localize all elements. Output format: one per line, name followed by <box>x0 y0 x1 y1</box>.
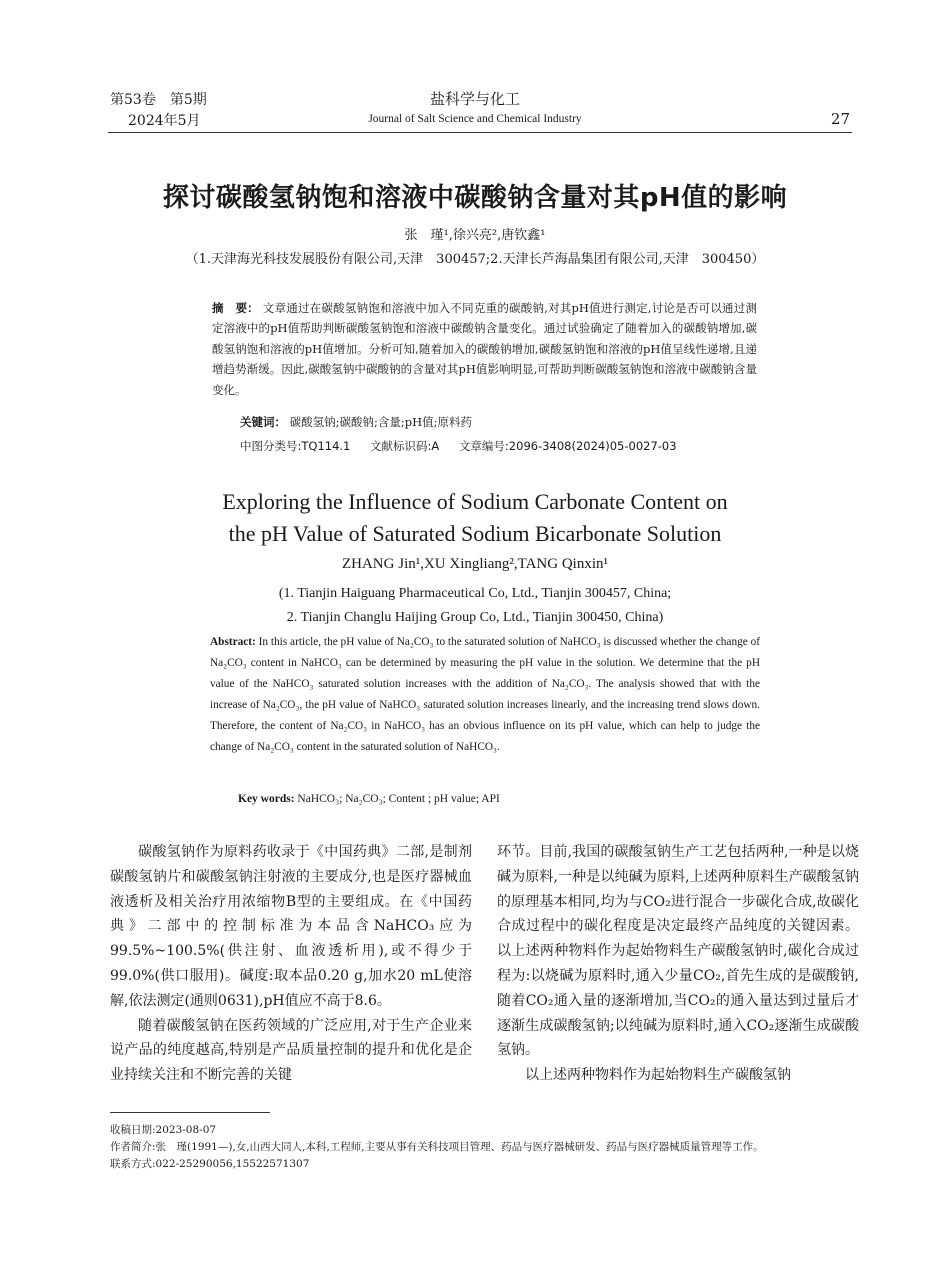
keywords-cn-label: 关键词： <box>240 415 286 429</box>
article-number: 文章编号:2096-3408(2024)05-0027-03 <box>458 439 677 453</box>
keywords-en <box>238 793 500 805</box>
affiliation-cn: （1.天津海光科技发展股份有限公司,天津 300457;2.天津长芦海晶集团有限公司,天津 300450） <box>185 252 765 267</box>
contact-info: 联系方式:022-25290056,15522571307 <box>110 1158 310 1170</box>
clc-number: 中图分类号:TQ114.1 <box>240 439 351 453</box>
authors-cn: 张 瑾¹,徐兴亮²,唐钦鑫¹ <box>404 228 546 243</box>
keywords-cn <box>240 414 472 430</box>
title-en-line-2: the pH Value of Saturated Sodium Bicarbonate Solution <box>228 521 722 546</box>
body-column-left <box>110 840 472 1088</box>
running-header-journal <box>0 89 950 129</box>
issue-date: 2024年5月 <box>128 113 201 129</box>
body-paragraph: 环节。目前,我国的碳酸氢钠生产工艺包括两种,一种是以烧碱为原料,一种是以纯碱为原料,上述两种原料生产碳酸氢钠的原理基本相同,均为与CO₂进行混合一步碳化合成,故碳化合成过程中的碳化程度是决定最终产品纯度的关键因素。以上述两种物料作为起始物料生产碳酸氢钠时,碳化合成过程为:以烧碱为原料时,通入少量CO₂,首先生成的是碳酸钠,随着CO₂通入量的逐渐增加,当CO₂的通入量达到过量后才逐渐生成碳酸氢钠;以纯碱为原料时,通入CO₂逐渐生成碳酸氢钠。 <box>497 844 859 1059</box>
keywords-en-text: NaHCO₃; Na₂CO₃; Content ; pH value; API <box>297 793 500 805</box>
abstract-cn <box>212 298 757 400</box>
body-column-right <box>497 840 859 1088</box>
author-bio: 作者简介:张 瑾(1991—),女,山西大同人,本科,工程师,主要从事有关科技项目管理、药品与医疗器械研发、药品与医疗器械质量管理等工作。 <box>110 1141 764 1153</box>
title-en-line-1: Exploring the Influence of Sodium Carbonate Content on <box>222 489 728 514</box>
received-date: 收稿日期:2023-08-07 <box>110 1124 217 1136</box>
journal-name-en: Journal of Salt Science and Chemical Industry <box>368 113 582 125</box>
abstract-en-text: In this article, the pH value of Na₂CO₃ to the saturated solution of NaHCO₃ is discussed whether the change of Na₂CO₃ content in NaHCO₃ can be determined by measuring the pH value in the solution. We determine that the pH value of the NaHCO₃ saturated solution increases with the addition of Na₂CO₃. The analysis showed that with the increase of Na₂CO₃, the pH value of NaHCO₃ saturated solution increases linearly, and the increasing trend slows down. Therefore, the content of Na₂CO₃ in NaHCO₃ has an obvious influence on its pH value, which can help to judge the change of Na₂CO₃ content in the saturated solution of NaHCO₃. <box>210 636 760 753</box>
keywords-en-label: Key words: <box>238 793 295 805</box>
affiliation-en <box>0 582 950 630</box>
abstract-en <box>210 632 760 758</box>
volume-issue: 第53卷 第5期 <box>110 92 207 108</box>
abstract-en-label: Abstract: <box>210 636 256 648</box>
affiliation-en-line-2: 2. Tianjin Changlu Haijing Group Co, Ltd., Tianjin 300450, China) <box>286 610 664 625</box>
authors-en: ZHANG Jin¹,XU Xingliang²,TANG Qinxin¹ <box>341 556 609 572</box>
document-code: 文献标识码:A <box>370 439 440 453</box>
footnote-divider <box>110 1112 270 1113</box>
body-paragraph: 以上述两种物料作为起始物料生产碳酸氢钠 <box>525 1067 791 1084</box>
body-paragraph: 碳酸氢钠作为原料药收录于《中国药典》二部,是制剂碳酸氢钠片和碳酸氢钠注射液的主要成分,也是医疗器械血液透析及相关治疗用浓缩物B型的主要组成。在《中国药典》二部中的控制标准为本品含NaHCO₃应为99.5%~100.5%(供注射、血液透析用),或不得少于99.0%(供口服用)。碱度:取本品0.20 g,加水20 mL使溶解,依法测定(通则0631),pH值应不高于8.6。 <box>110 844 472 1009</box>
page-number: 27 <box>830 110 850 128</box>
keywords-cn-text: 碳酸氢钠;碳酸钠;含量;pH值;原料药 <box>289 415 473 429</box>
article-title-en <box>0 486 950 550</box>
abstract-cn-text: 文章通过在碳酸氢钠饱和溶液中加入不同克重的碳酸钠,对其pH值进行测定,讨论是否可以通过测定溶液中的pH值帮助判断碳酸氢钠饱和溶液中碳酸钠含量变化。通过试验确定了随着加入的碳酸钠增加,碳酸氢钠饱和溶液的pH值增加。分析可知,随着加入的碳酸钠增加,碳酸氢钠饱和溶液的pH值呈线性递增,且递增趋势渐缓。因此,碳酸氢钠中碳酸钠的含量对其pH值影响明显,可帮助判断碳酸氢钠饱和溶液中碳酸钠含量变化。 <box>212 301 758 397</box>
header-divider <box>108 132 852 133</box>
classification-line <box>240 438 693 454</box>
article-title-cn: 探讨碳酸氢钠饱和溶液中碳酸钠含量对其pH值的影响 <box>162 183 788 213</box>
journal-name-cn: 盐科学与化工 <box>429 90 520 108</box>
footnotes <box>110 1122 870 1173</box>
abstract-cn-label: 摘 要： <box>212 301 259 315</box>
body-paragraph: 随着碳酸氢钠在医药领域的广泛应用,对于生产企业来说产品的纯度越高,特别是产品质量控制的提升和优化是企业持续关注和不断完善的关键 <box>110 1017 472 1084</box>
affiliation-en-line-1: (1. Tianjin Haiguang Pharmaceutical Co, Ltd., Tianjin 300457, China; <box>278 586 672 601</box>
